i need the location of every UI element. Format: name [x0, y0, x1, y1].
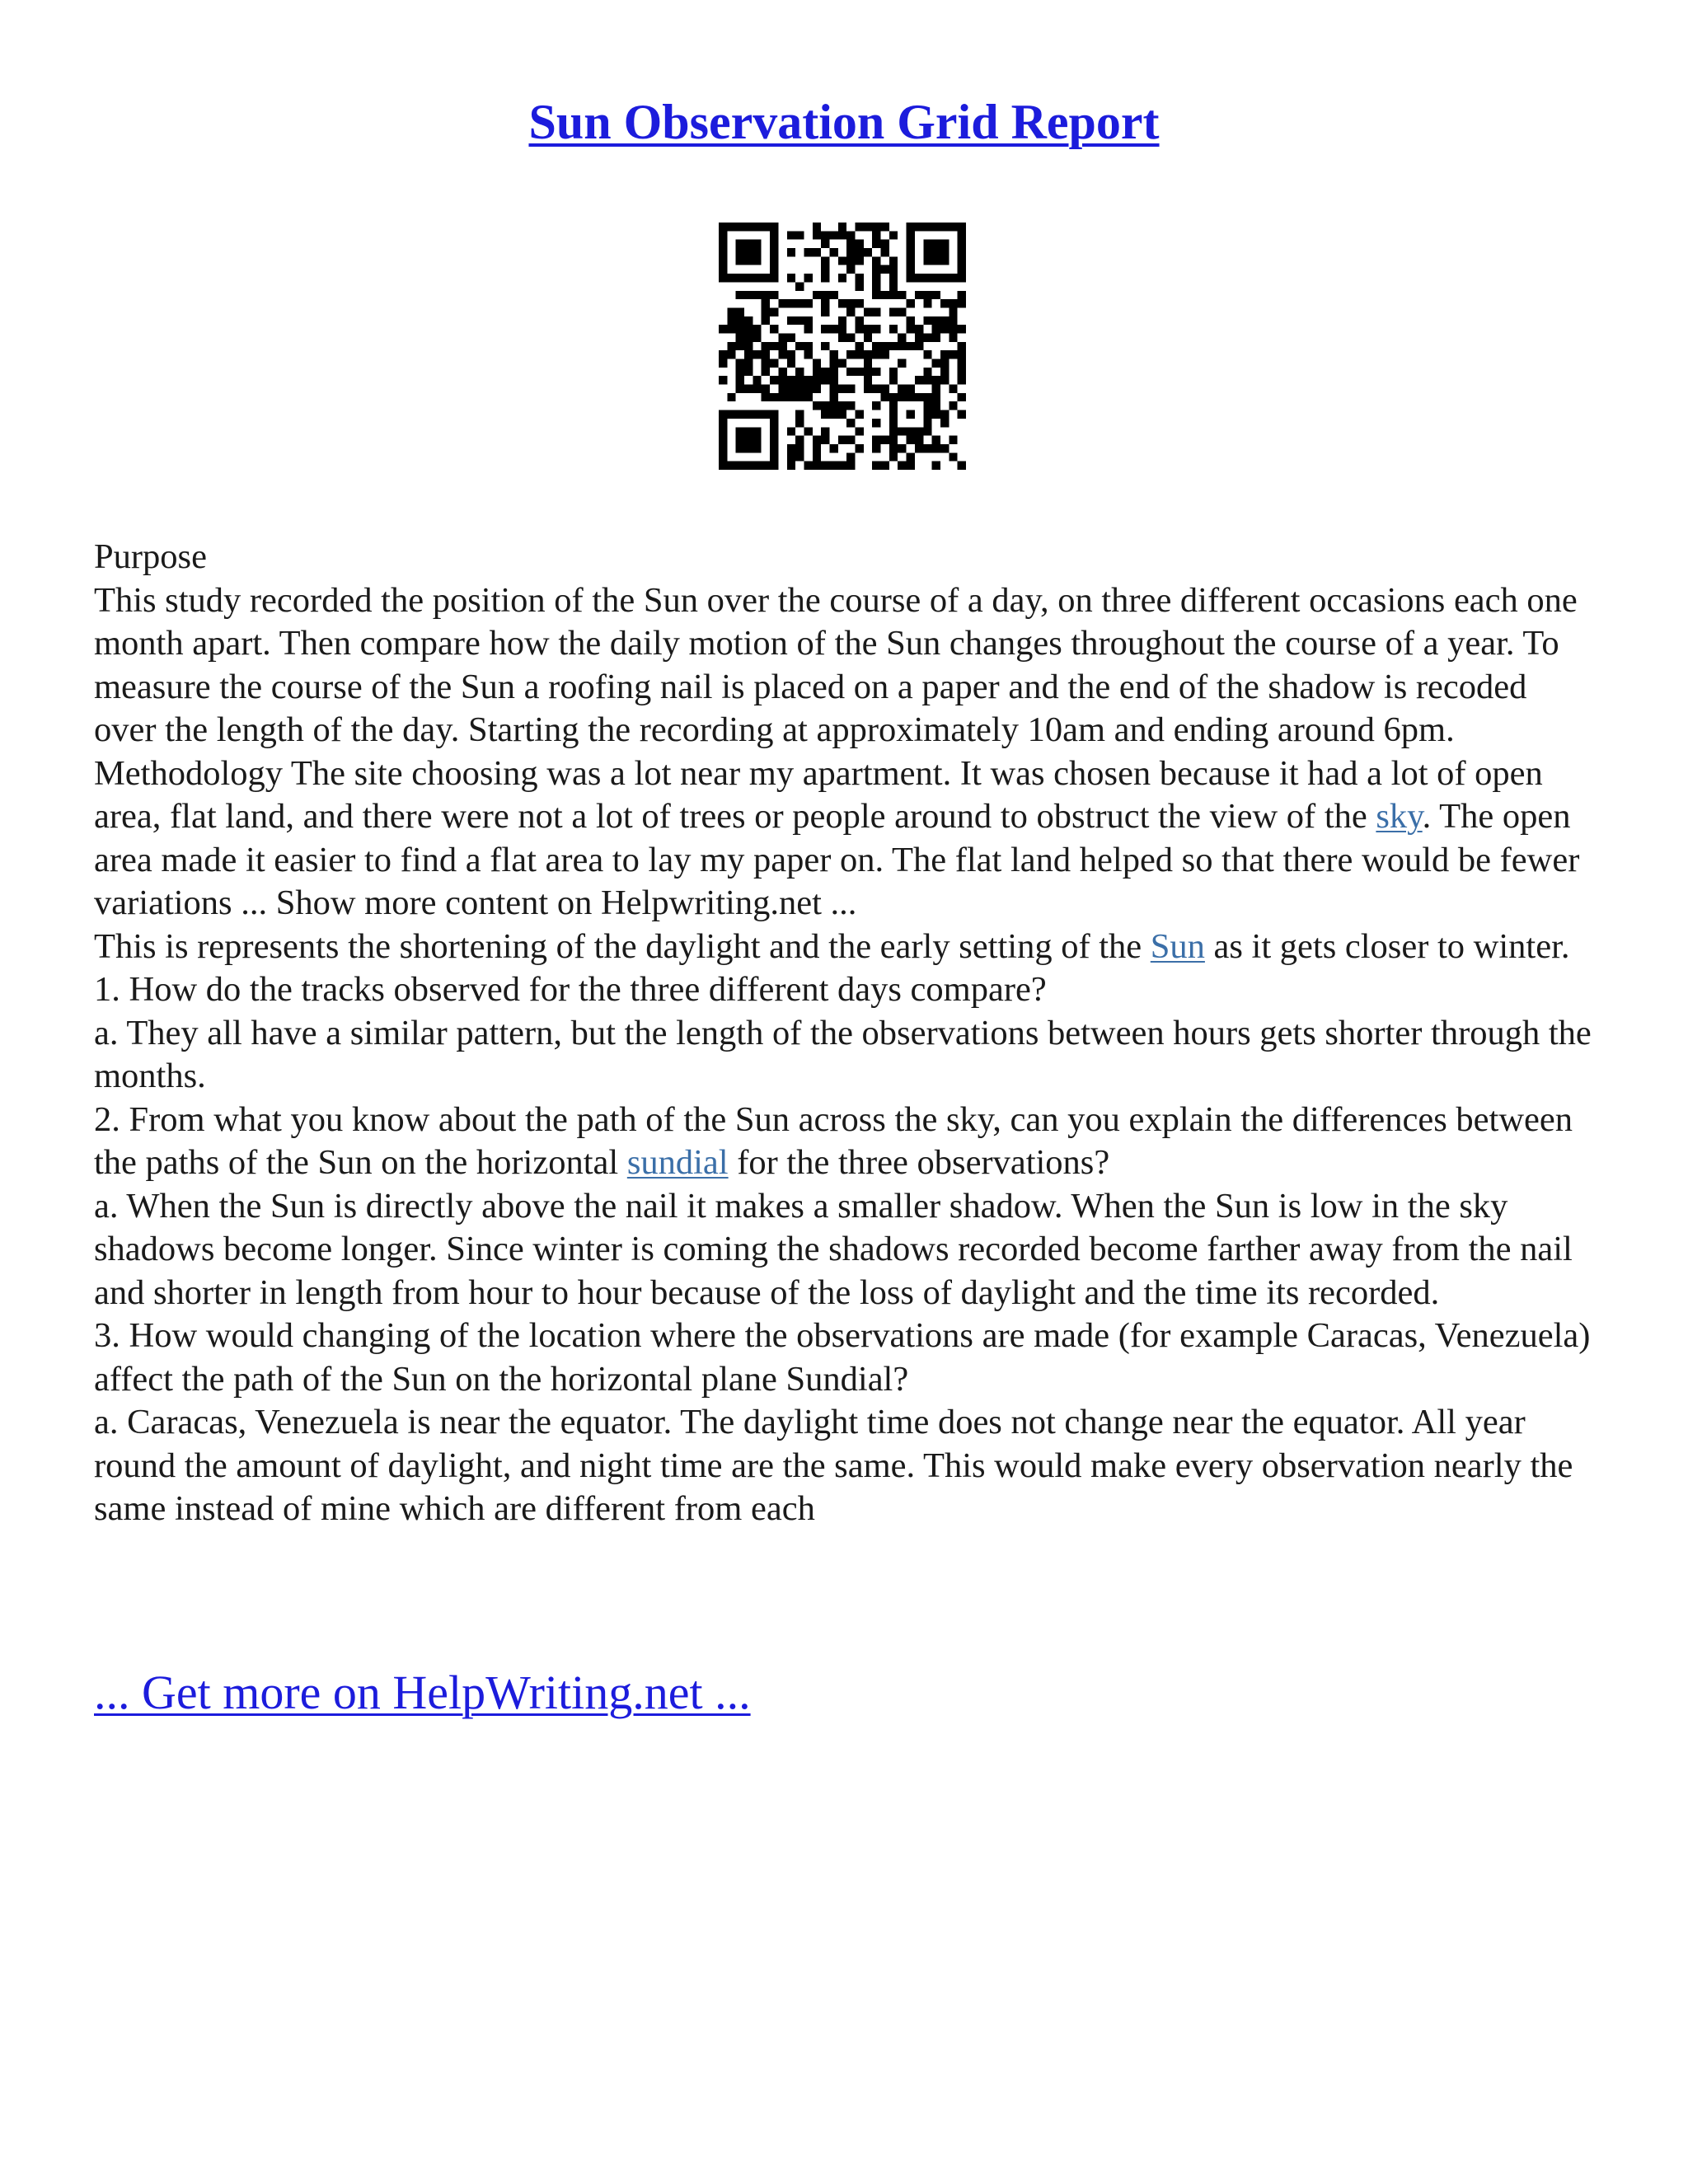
- question-2: [94, 1099, 1594, 1185]
- sun-link[interactable]: Sun: [1150, 926, 1205, 966]
- paragraph-purpose-text-2: . The open area made it easier to find a flat area to lay my paper on. The flat land helped so that there would be fewer variations ... Show more content on Helpwriting.net ...: [94, 797, 1580, 922]
- sundial-link[interactable]: sundial: [626, 1143, 729, 1182]
- footer: [94, 1663, 751, 1722]
- question-2-text-2: for the three observations?: [728, 1143, 1110, 1182]
- answer-1: a. They all have a similar pattern, but the length of the observations between hours gets shorter through the months.: [94, 1013, 1592, 1095]
- answer-2: a. When the Sun is directly above the nail it makes a smaller shadow. When the Sun is low in the sky shadows become longer. Since winter is coming the shadows recorded become farther away from the nail and shorter in length from hour to hour because of the loss of daylight and the time its recorded.: [94, 1186, 1573, 1312]
- paragraph-purpose: [94, 579, 1594, 926]
- answer-3: a. Caracas, Venezuela is near the equator. The daylight time does not change near the equator. All year round the amount of daylight, and night time are the same. This would make every observation nearly the same instead of mine which are different from each: [94, 1403, 1573, 1528]
- question-3: 3. How would changing of the location where the observations are made (for example Caracas, Venezuela) affect the path of the Sun on the horizontal plane Sundial?: [94, 1316, 1591, 1399]
- title-link[interactable]: Sun Observation Grid Report: [528, 95, 1160, 149]
- paragraph-purpose-text-1: This study recorded the position of the Sun over the course of a day, on three different occasions each one month apart. Then compare how the daily motion of the Sun changes throughout the course of a year. To measure the course of the Sun a roofing nail is placed on a paper and the end of the shadow is recoded over the length of the day. Starting the recording at approximately 10am and ending around 6pm. Methodology The site choosing was a lot near my apartment. It was chosen because it had a lot of open area, flat land, and there were not a lot of trees or people around to obstruct the view of the: [94, 580, 1578, 836]
- sky-link[interactable]: sky: [1376, 797, 1423, 836]
- page-title: [0, 89, 1688, 155]
- qr-code-image: [719, 223, 966, 470]
- paragraph-daylight-text-2: as it gets closer to winter.: [1204, 926, 1570, 966]
- get-more-link[interactable]: ... Get more on HelpWriting.net ...: [94, 1666, 751, 1719]
- question-1: 1. How do the tracks observed for the three different days compare?: [94, 970, 1047, 1009]
- paragraph-daylight: [94, 926, 1594, 969]
- purpose-heading: Purpose: [94, 537, 207, 576]
- document-body: [94, 536, 1594, 1531]
- question-2-text-1: 2. From what you know about the path of the Sun across the sky, can you explain the differences between the paths of the Sun on the horizontal: [94, 1099, 1573, 1182]
- paragraph-daylight-text-1: This is represents the shortening of the daylight and the early setting of the: [94, 926, 1151, 966]
